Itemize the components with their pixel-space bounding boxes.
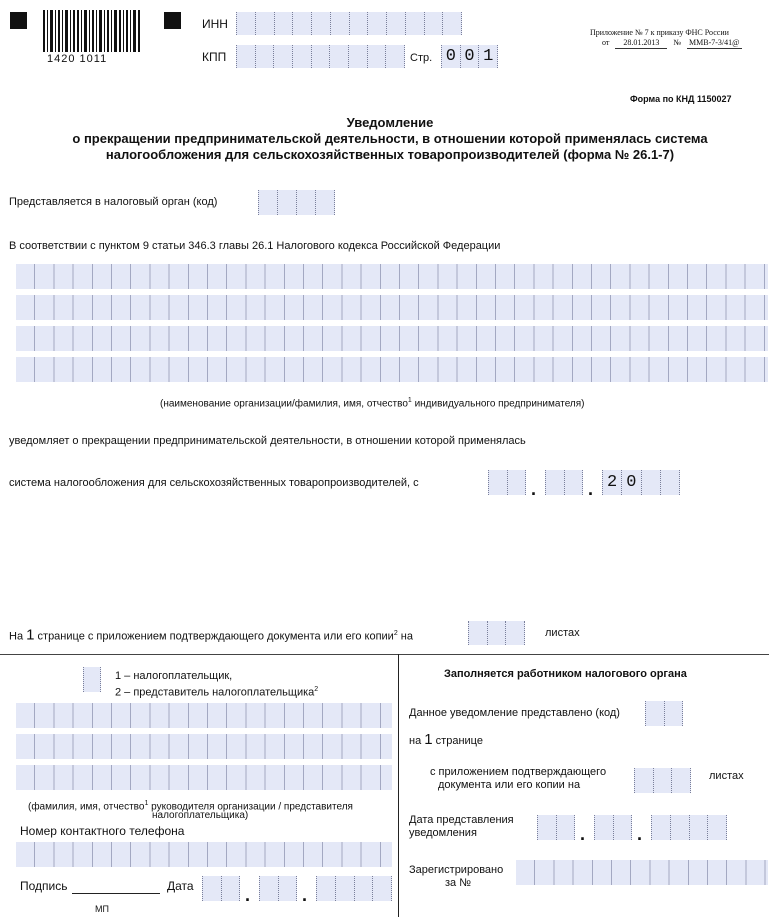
date-separator: .	[580, 824, 586, 844]
date-separator: .	[588, 479, 594, 499]
doc-subtitle-line2: налогообложения для сельскохозяйственных товаропроизводителей (форма № 26.1-7)	[105, 147, 675, 162]
corner-marker-right	[164, 12, 181, 29]
submission-date-line-1: Дата представления	[409, 814, 514, 826]
inn-label: ИНН	[202, 17, 228, 31]
submission-date-year[interactable]	[651, 815, 727, 840]
submitted-code-field[interactable]	[645, 701, 683, 726]
corner-marker-left	[10, 12, 27, 29]
registration-number-field[interactable]	[516, 860, 768, 885]
on-pages-count: 1	[424, 731, 433, 748]
annex-reference	[588, 28, 742, 49]
kpp-label: КПП	[202, 50, 227, 64]
year-digit: 2	[603, 470, 622, 495]
registered-line-2: за №	[445, 877, 472, 889]
annex-date: 28.01.2013	[615, 38, 667, 49]
name-field-row-4[interactable]	[16, 357, 768, 382]
page-digit: 0	[442, 45, 461, 68]
fio-field-row-1[interactable]	[16, 703, 392, 728]
attach-line-1: с приложением подтверждающего	[430, 766, 607, 778]
submission-date-day[interactable]	[537, 815, 575, 840]
sheets-count-field[interactable]	[468, 621, 525, 645]
attach-line-2: документа или его копии на	[438, 779, 581, 791]
signer-option-2: 2 – представитель налогоплательщика$^2$	[115, 686, 319, 699]
office-sheets-field[interactable]	[634, 768, 691, 793]
registered-line-1: Зарегистрировано	[409, 864, 504, 876]
page-number-field[interactable]	[441, 45, 498, 68]
inn-field[interactable]	[236, 12, 462, 35]
sign-date-day-field[interactable]	[202, 876, 240, 901]
name-field-row-1[interactable]	[16, 264, 768, 289]
column-divider	[398, 654, 399, 917]
page-digit: 1	[483, 47, 494, 66]
date-separator: .	[245, 885, 251, 905]
signature-line[interactable]	[72, 893, 160, 894]
annex-line1: Приложение № 7 к приказу ФНС России	[590, 28, 729, 37]
name-field-row-3[interactable]	[16, 326, 768, 351]
kpp-field[interactable]	[236, 45, 405, 68]
notify-line1: уведомляет о прекращении предпринимательской деятельности, в отношении которой применялась	[9, 435, 526, 447]
page-label: Стр.	[410, 52, 433, 64]
name-caption: (наименование организации/фамилия, имя, отчество$^1$ индивидуального предпринимателя)	[160, 397, 585, 410]
legal-basis-text: В соответствии с пунктом 9 статьи 346.3 главы 26.1 Налогового кодекса Российской Федерации	[9, 240, 501, 252]
right-divider	[399, 654, 769, 655]
phone-field[interactable]	[16, 842, 392, 867]
section-divider	[0, 654, 398, 655]
submitted-label: Данное уведомление представлено (код)	[409, 707, 620, 719]
fio-field-row-2[interactable]	[16, 734, 392, 759]
tax-authority-label: Представляется в налоговый орган (код)	[9, 196, 218, 208]
date-separator: .	[531, 479, 537, 499]
page-digit: 0	[461, 45, 480, 68]
barcode	[43, 10, 141, 52]
submission-date-line-2: уведомления	[409, 827, 477, 839]
date-separator: .	[637, 824, 643, 844]
tax-authority-code-field[interactable]	[258, 190, 335, 215]
signer-option-1: 1 – налогоплательщик,	[115, 670, 233, 682]
annex-number: ММВ-7-3/41@	[689, 38, 740, 47]
notify-line2: система налогообложения для сельскохозяйственных товаропроизводителей, с	[9, 477, 419, 489]
date-month-field[interactable]	[545, 470, 583, 495]
signature-label: Подпись	[20, 879, 68, 893]
fio-caption: (фамилия, имя, отчество$^1$ руководителя организации / представителя	[28, 800, 353, 813]
office-heading: Заполняется работником налогового органа	[444, 668, 687, 680]
date-day-field[interactable]	[488, 470, 526, 495]
form-code: Форма по КНД 1150027	[630, 94, 732, 104]
stamp-label: МП	[95, 904, 109, 914]
pages-line: На 1 странице с приложением подтверждающего документа или его копии$^2$ на	[9, 626, 413, 644]
barcode-number: 1420 1011	[47, 53, 108, 65]
doc-subtitle-line1: о прекращении предпринимательской деятельности, в отношении которой применялась система	[72, 131, 708, 146]
fio-field-row-3[interactable]	[16, 765, 392, 790]
office-sheets-label: листах	[709, 770, 744, 782]
date-year-field[interactable]	[602, 470, 680, 495]
date-separator: .	[302, 885, 308, 905]
sign-date-year-field[interactable]	[316, 876, 392, 901]
sign-date-month-field[interactable]	[259, 876, 297, 901]
doc-title: Уведомление	[346, 115, 434, 130]
on-pages-line: на 1 странице	[409, 731, 483, 748]
year-digit: 0	[622, 470, 641, 495]
submission-date-month[interactable]	[594, 815, 632, 840]
annex-num-sign: №	[673, 38, 682, 47]
date-label: Дата	[167, 879, 194, 893]
annex-from: от	[602, 38, 610, 47]
sheets-label: листах	[545, 627, 580, 639]
signer-type-field[interactable]	[83, 667, 101, 692]
phone-label: Номер контактного телефона	[20, 824, 185, 838]
fio-caption-2: налогоплательщика)	[152, 810, 249, 821]
pages-count: 1	[26, 626, 35, 644]
name-field-row-2[interactable]	[16, 295, 768, 320]
